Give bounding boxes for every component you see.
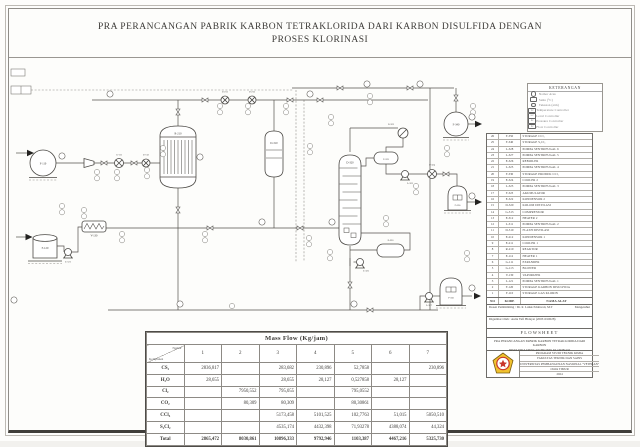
massflow-column-header: 6 bbox=[372, 345, 410, 363]
label-d310: D-310 bbox=[270, 142, 278, 145]
label-f110: F-110 bbox=[39, 162, 47, 166]
massflow-value bbox=[409, 398, 447, 410]
project-title-line1: PRA PERANCANGAN PABRIK KARBON TETRAKLORIDA DARI KARBON bbox=[493, 338, 586, 348]
massflow-value: 10896,333 bbox=[259, 433, 297, 446]
equipment-list-header bbox=[487, 297, 592, 304]
massflow-title: Mass Flow (Kg/jam) bbox=[147, 333, 447, 345]
tag-legend-icon: TC bbox=[528, 108, 536, 114]
condenser-e212-icon bbox=[248, 96, 256, 104]
massflow-value: 2865,472 bbox=[184, 433, 222, 446]
valve-icon bbox=[202, 98, 208, 102]
institution-line: JAWA TIMUR bbox=[520, 366, 599, 371]
valve-icon bbox=[101, 161, 107, 165]
valve-icon bbox=[297, 226, 303, 230]
component-label: CO₂ bbox=[147, 398, 185, 410]
stream-circle bbox=[11, 297, 17, 303]
stream-circle bbox=[307, 91, 313, 97]
equipment-row: 20 F-330 STORAGE PRODUK CCl₄ bbox=[487, 171, 592, 177]
drawing-title-line2: PROSES KLORINASI bbox=[271, 35, 369, 45]
legend-item-label: Pressure Controller bbox=[536, 119, 564, 124]
equipment-list-body bbox=[487, 134, 592, 297]
label-e324: E-324 bbox=[429, 163, 435, 167]
stream-circle bbox=[469, 193, 475, 199]
legend-item bbox=[528, 124, 602, 129]
massflow-column-header: 4 bbox=[297, 345, 335, 363]
instrument-bubble bbox=[464, 250, 469, 262]
massflow-value bbox=[372, 386, 410, 398]
institution-line: 2024 bbox=[520, 371, 599, 376]
massflow-value: 283,682 bbox=[259, 363, 297, 375]
instrument-bubble bbox=[144, 167, 149, 179]
massflow-value bbox=[297, 386, 335, 398]
component-label: Total bbox=[147, 433, 185, 446]
expander-icon bbox=[115, 159, 124, 168]
utility-tag-boxes bbox=[11, 69, 31, 94]
valves bbox=[101, 86, 458, 312]
equipment-row: 15 D-320 KOLOM DISTILASI bbox=[487, 202, 592, 208]
rect-legend-icon bbox=[528, 97, 539, 102]
instrument-bubble bbox=[306, 235, 311, 247]
utility-dashed-lines bbox=[28, 90, 471, 308]
massflow-column-header: 5 bbox=[334, 345, 372, 363]
circle-small-legend-icon bbox=[528, 103, 539, 108]
massflow-column-header: 2 bbox=[222, 345, 260, 363]
massflow-value: 44,324 bbox=[409, 421, 447, 433]
valve-icon bbox=[176, 207, 180, 213]
massflow-value: 230,896 bbox=[409, 363, 447, 375]
stream-circle bbox=[197, 154, 203, 160]
massflow-value: 230,896 bbox=[297, 363, 335, 375]
product-arrow bbox=[475, 199, 482, 205]
instrument-bubble bbox=[307, 143, 312, 155]
stream-circle bbox=[259, 219, 265, 225]
massflow-body bbox=[147, 363, 447, 446]
massflow-value bbox=[372, 363, 410, 375]
instrument-bubble bbox=[383, 215, 388, 227]
label-f350: F-350 bbox=[448, 296, 454, 300]
component-label: Cl₂ bbox=[147, 386, 185, 398]
reboiler-e326 bbox=[377, 244, 404, 257]
instrument-bubble bbox=[328, 114, 333, 126]
legend-item-label: Level Controller bbox=[536, 113, 560, 118]
equipment-row: 5 G-113 BLOWER bbox=[487, 265, 592, 271]
instrument-bubble bbox=[229, 303, 234, 308]
massflow-corner-cell bbox=[147, 345, 185, 363]
valve-icon bbox=[131, 161, 137, 165]
heater-e112-icon bbox=[142, 159, 150, 167]
component-label: S₂Cl₂ bbox=[147, 421, 185, 433]
cooler-e324-icon bbox=[428, 170, 437, 179]
circle-legend-icon bbox=[528, 91, 539, 97]
massflow-row bbox=[147, 386, 447, 398]
massflow-row bbox=[147, 374, 447, 386]
cooler-e211-icon bbox=[221, 96, 229, 104]
mass-flow-table bbox=[145, 331, 448, 447]
drawing-title-line1: PRA PERANCANGAN PABRIK KARBON TETRAKLORIDA DARI KARBON DISULFIDA DENGAN bbox=[97, 22, 543, 32]
instrument-bubble bbox=[81, 207, 86, 219]
component-label: H₂O bbox=[147, 374, 185, 386]
stream-circle bbox=[469, 114, 475, 120]
equipment-row: 7 E-112 HEATER 1 bbox=[487, 253, 592, 259]
massflow-value bbox=[184, 410, 222, 422]
equipment-row: 19 E-324 COOLER 2 bbox=[487, 177, 592, 183]
massflow-value: 28,655 bbox=[184, 374, 222, 386]
massflow-value: 4467,216 bbox=[372, 433, 410, 446]
condenser-e322-icon bbox=[398, 128, 408, 138]
product-arrow bbox=[474, 293, 481, 299]
supervisor-name: Dosen Pembimbing : Dr. Ir. Luluk Edahwati, M.T bbox=[489, 304, 553, 309]
massflow-value bbox=[222, 421, 260, 433]
massflow-column-header: 3 bbox=[259, 345, 297, 363]
project-title bbox=[487, 337, 592, 350]
equipment-header-kode: KODE bbox=[499, 298, 521, 304]
equipment-row: 25 F-340 STORAGE S₂Cl₂ bbox=[487, 139, 592, 145]
label-g111: G-111 bbox=[116, 153, 122, 157]
tag-legend-icon: LC bbox=[528, 113, 536, 119]
massflow-value: 1103,387 bbox=[334, 433, 372, 446]
massflow-value: 28,655 bbox=[259, 374, 297, 386]
institution-line: FAKULTAS TEKNIK DAN SAINS bbox=[520, 355, 599, 360]
massflow-value: 795,055 bbox=[259, 386, 297, 398]
institution-lines bbox=[520, 351, 599, 377]
massflow-value: 80,309 bbox=[222, 398, 260, 410]
label-l323: L-323 bbox=[407, 181, 413, 185]
product-arrow bbox=[475, 121, 482, 127]
massflow-value: 2836,817 bbox=[184, 363, 222, 375]
massflow-value: 5101,525 bbox=[297, 410, 335, 422]
massflow-column-header: 1 bbox=[184, 345, 222, 363]
blower-icon bbox=[84, 159, 94, 168]
storage-tank-f350 bbox=[436, 278, 466, 306]
corner-label-komponen: Komponen bbox=[149, 357, 164, 361]
pump-l121 bbox=[63, 249, 73, 259]
massflow-title-row bbox=[147, 333, 447, 345]
institution-line: PROGRAM STUDI TEKNIK KIMIA bbox=[535, 350, 584, 355]
pump-l323 bbox=[400, 171, 410, 181]
massflow-value: 5173,458 bbox=[259, 410, 297, 422]
label-f340: F-340 bbox=[452, 123, 460, 127]
pump-l327 bbox=[424, 293, 434, 303]
component-label: CS₂ bbox=[147, 363, 185, 375]
equipment-row: 24 L-328 POMPA SENTRIFUGAL 6 bbox=[487, 146, 592, 152]
massflow-value: 28,127 bbox=[297, 374, 335, 386]
massflow-value bbox=[222, 363, 260, 375]
massflow-value bbox=[297, 398, 335, 410]
valve-icon bbox=[207, 226, 213, 230]
flow-arrows bbox=[26, 121, 483, 299]
legend-items bbox=[528, 92, 602, 130]
valve-icon bbox=[407, 86, 413, 90]
stream-circle bbox=[59, 153, 65, 159]
massflow-value: 4432,398 bbox=[297, 421, 335, 433]
university-logo bbox=[487, 351, 520, 377]
valve-icon bbox=[443, 172, 449, 176]
instrument-bubble bbox=[327, 249, 332, 261]
massflow-value: 80,30861 bbox=[334, 398, 372, 410]
instrument-bubble bbox=[202, 231, 207, 243]
instrument-bubble bbox=[114, 169, 119, 181]
equipment-row: 17 F-323 AKUMULATOR bbox=[487, 190, 592, 196]
equipment-row: 3 L-121 POMPA SENTRIFUGAL 1 bbox=[487, 278, 592, 284]
legend-item-label: Temperature Controller bbox=[536, 108, 569, 113]
massflow-value: 8030,861 bbox=[222, 433, 260, 446]
legend-item-label: Flow Controller bbox=[536, 124, 559, 129]
equipment-row: 22 E-326 REBOILER bbox=[487, 158, 592, 164]
label-f323: F-323 bbox=[383, 158, 389, 161]
valve-icon bbox=[176, 109, 180, 115]
equipment-labels bbox=[40, 91, 461, 307]
equipment-header-nama: NAMA ALAT bbox=[546, 298, 567, 303]
equipment-row: 2 F-120 STORAGE KARBON DISULFIDA bbox=[487, 284, 592, 290]
equipment-row: 26 F-350 STORAGE CCl₄ bbox=[487, 134, 592, 139]
instrument-bubble bbox=[283, 103, 288, 115]
instrument-bubble bbox=[444, 145, 449, 157]
equipment-row: 23 L-327 POMPA SENTRIFUGAL 5 bbox=[487, 152, 592, 158]
instrument-bubble bbox=[94, 169, 99, 181]
massflow-value: 52,7858 bbox=[334, 363, 372, 375]
massflow-value: 795,0552 bbox=[334, 386, 372, 398]
label-l325: L-325 bbox=[363, 269, 369, 273]
massflow-row bbox=[147, 398, 447, 410]
valve-icon bbox=[287, 98, 293, 102]
valve-icon bbox=[454, 95, 458, 101]
project-title-line2: DISULFIDA DENGAN PROSES KLORINASI bbox=[508, 347, 571, 352]
massflow-value: 28,127 bbox=[372, 374, 410, 386]
label-e212: E-212 bbox=[249, 90, 255, 94]
supervisor-row bbox=[487, 304, 592, 316]
equipment-row: 21 L-325 POMPA SENTRIFUGAL 4 bbox=[487, 164, 592, 170]
equipment-row: 12 L-311 POMPA SENTRIFUGAL 2 bbox=[487, 221, 592, 227]
instrument-bubble bbox=[470, 103, 475, 115]
institution-line: UNIVERSITAS PEMBANGUNAN NASIONAL "VETERAN" bbox=[520, 361, 600, 366]
flowsheet-label: FLOWSHEET bbox=[487, 328, 592, 337]
massflow-value bbox=[222, 374, 260, 386]
label-f330: F-330 bbox=[454, 204, 461, 207]
process-lines bbox=[16, 88, 476, 310]
label-e326: E-326 bbox=[387, 239, 394, 242]
stream-circle bbox=[177, 301, 183, 307]
upn-logo-icon bbox=[491, 352, 515, 376]
tag-legend-icon: PC bbox=[528, 118, 536, 124]
flash-column-d310 bbox=[265, 131, 283, 177]
massflow-value bbox=[184, 386, 222, 398]
equipment-row: 4 V-130 VAPORIZER bbox=[487, 272, 592, 278]
massflow-value: 5050,510 bbox=[409, 410, 447, 422]
stream-circle bbox=[329, 219, 335, 225]
stream-circles bbox=[11, 81, 475, 307]
corner-label-nomor: Nomor bbox=[172, 346, 182, 350]
massflow-value bbox=[409, 386, 447, 398]
equipment-row: 14 G-313 COMPRESSOR bbox=[487, 209, 592, 215]
equipment-header-no: NO bbox=[487, 298, 499, 304]
instrument-bubble bbox=[245, 103, 250, 115]
label-f120: F-120 bbox=[41, 247, 49, 250]
massflow-value bbox=[184, 398, 222, 410]
massflow-value: 102,7763 bbox=[334, 410, 372, 422]
equipment-row: 10 E-212 KONDENSOR 1 bbox=[487, 234, 592, 240]
legend-item-label: Nomor Arus bbox=[539, 92, 556, 97]
equipment-row: 18 L-323 POMPA SENTRIFUGAL 3 bbox=[487, 183, 592, 189]
valve-icon bbox=[337, 86, 343, 90]
equipment-row: 1 F-110 STORAGE GAS KLORIN bbox=[487, 290, 592, 296]
massflow-row bbox=[147, 410, 447, 422]
massflow-value: 5325,730 bbox=[409, 433, 447, 446]
massflow-value: 0,527858 bbox=[334, 374, 372, 386]
instrument-bubble bbox=[413, 183, 418, 195]
tag-legend-icon: FC bbox=[528, 124, 536, 130]
pump-l325 bbox=[355, 259, 365, 269]
legend-item-label: Tekanan (atm) bbox=[539, 102, 559, 107]
stream-circle bbox=[364, 81, 370, 87]
equipment-row: 13 E-312 HEATER 2 bbox=[487, 215, 592, 221]
label-d320: D-320 bbox=[346, 161, 354, 165]
equipment-row: 8 R-210 REAKTOR bbox=[487, 246, 592, 252]
massflow-value: 80,309 bbox=[259, 398, 297, 410]
massflow-value bbox=[184, 421, 222, 433]
instrument-bubble bbox=[119, 231, 124, 243]
massflow-value: 51,015 bbox=[372, 410, 410, 422]
feed-arrow bbox=[26, 234, 33, 240]
label-l121: L-121 bbox=[65, 260, 71, 264]
massflow-value bbox=[409, 374, 447, 386]
massflow-row bbox=[147, 363, 447, 375]
massflow-value: 71,93278 bbox=[334, 421, 372, 433]
stream-circle bbox=[417, 81, 423, 87]
equipment-row: 6 G-111 EXPANDER bbox=[487, 259, 592, 265]
massflow-value: 7950,552 bbox=[222, 386, 260, 398]
label-l327: L-327 bbox=[426, 303, 432, 307]
massflow-header-row bbox=[147, 345, 447, 363]
equipment-row: 16 E-322 KONDENSOR 2 bbox=[487, 196, 592, 202]
label-e211: E-211 bbox=[222, 90, 228, 94]
instrument-bubbles bbox=[59, 90, 475, 308]
massflow-column-header: 7 bbox=[409, 345, 447, 363]
distillation-column-d320 bbox=[339, 155, 361, 245]
massflow-row bbox=[147, 421, 447, 433]
label-v130: V-130 bbox=[90, 234, 98, 238]
instrument-bubble bbox=[217, 103, 222, 115]
valve-icon bbox=[367, 308, 373, 312]
legend-item-label: Suhu (°C) bbox=[539, 97, 553, 102]
massflow-value: 4388,074 bbox=[372, 421, 410, 433]
valve-icon bbox=[348, 282, 352, 288]
legend-title: KETERANGAN bbox=[528, 84, 602, 92]
massflow-value bbox=[222, 410, 260, 422]
title-block-panel bbox=[486, 133, 600, 378]
approver-label: Mengetahui bbox=[574, 304, 590, 309]
label-e322: E-322 bbox=[388, 123, 394, 126]
valve-icon bbox=[317, 98, 323, 102]
label-e112: E-112 bbox=[143, 153, 149, 157]
massflow-value: 9792,946 bbox=[297, 433, 335, 446]
equipment-row: 9 E-211 COOLER 1 bbox=[487, 240, 592, 246]
stream-circle bbox=[107, 91, 113, 97]
massflow-value bbox=[372, 398, 410, 410]
instrument-bubble bbox=[59, 203, 64, 215]
stream-circle bbox=[351, 301, 357, 307]
drawn-by-row: Digambar Oleh : Aulia Yafi Hidayat (20031010028) bbox=[487, 316, 592, 328]
equipment-row: 11 D-310 FLASH DISTILASI bbox=[487, 227, 592, 233]
massflow-value: 4535,174 bbox=[259, 421, 297, 433]
label-r210: R-210 bbox=[174, 132, 182, 136]
legend-box bbox=[527, 83, 603, 132]
massflow-row bbox=[147, 433, 447, 446]
instrument-bubble bbox=[367, 93, 372, 105]
drawn-by-name: Aulia Yafi Hidayat (20031010028) bbox=[511, 316, 556, 321]
vaporizer-v130 bbox=[82, 221, 106, 232]
massflow-table-body bbox=[147, 333, 447, 363]
stream-circle bbox=[469, 285, 475, 291]
component-label: CCl₄ bbox=[147, 410, 185, 422]
